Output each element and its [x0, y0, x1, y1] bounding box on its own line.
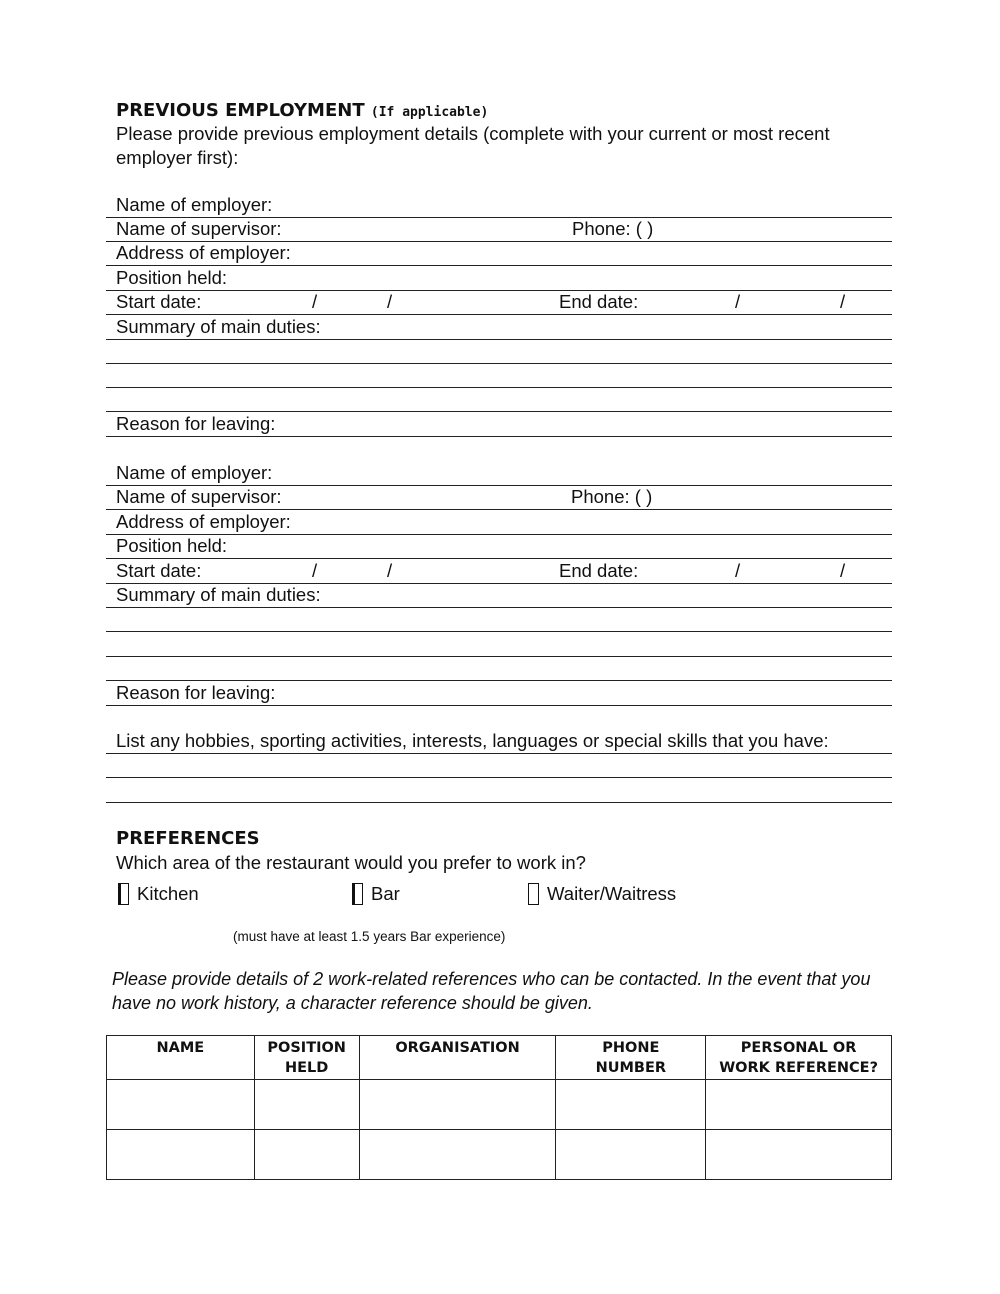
phone-label: Phone: ( ) [571, 486, 653, 507]
employer-1-address-row[interactable] [106, 241, 892, 266]
preferences-question: Which area of the restaurant would you prefer to work in? [116, 852, 586, 873]
end-date-label: End date: [559, 560, 639, 581]
date-slash: / [735, 291, 741, 312]
bar-option[interactable] [352, 880, 400, 908]
waiter-waitress-checkbox[interactable] [528, 883, 539, 905]
employer-2-reason-row[interactable] [106, 681, 892, 706]
references-instructions: Please provide details of 2 work-related references who can be contacted. In the event that you have no work history, a character reference should be given. [112, 969, 871, 1013]
duties-label: Summary of main duties: [116, 316, 321, 337]
header-reference-type [706, 1036, 892, 1080]
employer-1-duties-row[interactable] [106, 315, 892, 340]
bar-checkbox[interactable] [352, 883, 363, 905]
date-slash: / [387, 291, 393, 312]
kitchen-label: Kitchen [137, 883, 199, 904]
employer-2-dates-row[interactable] [106, 559, 892, 584]
header-held-text: HELD [285, 1060, 329, 1076]
employer-2-address-row[interactable] [106, 510, 892, 535]
header-organisation-text: ORGANISATION [395, 1040, 520, 1056]
if-applicable-note: (If applicable) [370, 105, 489, 120]
hobbies-blank-line[interactable] [106, 777, 892, 778]
reference-1-organisation-cell[interactable] [359, 1080, 556, 1130]
employer-name-label: Name of employer: [116, 462, 273, 483]
employer-2-supervisor-row[interactable] [106, 485, 892, 510]
header-position-held [254, 1036, 359, 1080]
preferences-heading [116, 828, 260, 849]
reference-1-name-cell[interactable] [107, 1080, 255, 1130]
header-name [107, 1036, 255, 1080]
waiter-waitress-label: Waiter/Waitress [547, 883, 677, 904]
kitchen-checkbox[interactable] [118, 883, 129, 905]
start-date-label: Start date: [116, 560, 202, 581]
reference-1-position-cell[interactable] [254, 1080, 359, 1130]
employer-1-name-row[interactable] [106, 193, 892, 218]
phone-label: Phone: ( ) [572, 218, 654, 239]
header-phone-text: PHONE [602, 1040, 660, 1056]
date-slash: / [312, 291, 318, 312]
header-position-text: POSITION [267, 1040, 346, 1056]
previous-employment-title: PREVIOUS EMPLOYMENT [116, 100, 365, 121]
employer-1-dates-row[interactable] [106, 290, 892, 315]
employer-1-supervisor-row[interactable] [106, 217, 892, 242]
employer-2-duties-row[interactable] [106, 583, 892, 608]
date-slash: / [840, 291, 846, 312]
header-number-text: NUMBER [595, 1060, 667, 1076]
reference-2-organisation-cell[interactable] [359, 1130, 556, 1180]
kitchen-option[interactable] [118, 880, 199, 908]
waiter-waitress-option[interactable] [528, 880, 676, 908]
header-organisation [359, 1036, 556, 1080]
employer-1-reason-row[interactable] [106, 412, 892, 437]
address-label: Address of employer: [116, 242, 291, 263]
reference-1-type-cell[interactable] [706, 1080, 892, 1130]
reference-1-phone-cell[interactable] [556, 1080, 706, 1130]
references-header-row [107, 1036, 892, 1080]
hobbies-label: List any hobbies, sporting activities, interests, languages or special skills that you have: [116, 730, 829, 751]
reference-2-type-cell[interactable] [706, 1130, 892, 1180]
bar-label: Bar [371, 883, 400, 904]
date-slash: / [735, 560, 741, 581]
reference-row-2 [107, 1130, 892, 1180]
duties-blank-line[interactable] [106, 387, 892, 388]
hobbies-row[interactable] [106, 729, 892, 754]
address-label: Address of employer: [116, 511, 291, 532]
hobbies-blank-line[interactable] [106, 802, 892, 803]
reference-row-1 [107, 1080, 892, 1130]
start-date-label: Start date: [116, 291, 202, 312]
header-personal-or-text: PERSONAL OR [740, 1040, 857, 1056]
employer-2-name-row[interactable] [106, 461, 892, 486]
preferences-title: PREFERENCES [116, 828, 260, 849]
reference-2-position-cell[interactable] [254, 1130, 359, 1180]
header-name-text: NAME [156, 1040, 205, 1056]
reference-2-name-cell[interactable] [107, 1130, 255, 1180]
date-slash: / [387, 560, 393, 581]
references-table [106, 1035, 892, 1180]
end-date-label: End date: [559, 291, 639, 312]
reference-2-phone-cell[interactable] [556, 1130, 706, 1180]
employer-2-position-row[interactable] [106, 534, 892, 559]
employer-1-position-row[interactable] [106, 266, 892, 291]
header-work-reference-text: WORK REFERENCE? [719, 1060, 879, 1076]
position-label: Position held: [116, 535, 228, 556]
previous-employment-heading [116, 100, 488, 121]
date-slash: / [312, 560, 318, 581]
header-phone-number [556, 1036, 706, 1080]
duties-label: Summary of main duties: [116, 584, 321, 605]
duties-blank-line[interactable] [106, 631, 892, 632]
duties-blank-line[interactable] [106, 656, 892, 657]
previous-employment-intro: Please provide previous employment details (complete with your current or most recent employer first): [116, 123, 830, 168]
position-label: Position held: [116, 267, 228, 288]
supervisor-label: Name of supervisor: [116, 218, 282, 239]
reason-label: Reason for leaving: [116, 682, 276, 703]
reason-label: Reason for leaving: [116, 413, 276, 434]
duties-blank-line[interactable] [106, 363, 892, 364]
supervisor-label: Name of supervisor: [116, 486, 282, 507]
employer-name-label: Name of employer: [116, 194, 273, 215]
date-slash: / [840, 560, 846, 581]
bar-experience-note: (must have at least 1.5 years Bar experience) [233, 929, 506, 944]
